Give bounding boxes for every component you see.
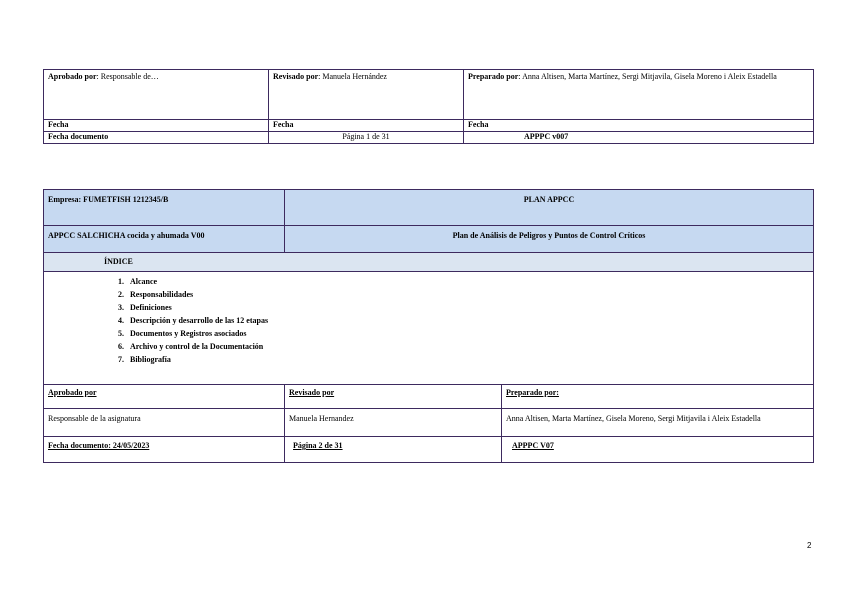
approved-label: Aprobado por xyxy=(48,72,97,81)
page-indicator: Página 1 de 31 xyxy=(342,132,390,141)
index-title: ÍNDICE xyxy=(104,257,133,266)
reviewed-value: Manuela Hernandez xyxy=(289,414,354,423)
reviewed-value: : Manuela Hernández xyxy=(318,72,387,81)
doc-date: Fecha documento: 24/05/2023 xyxy=(48,441,150,450)
index-item: 7. Bibliografía xyxy=(126,353,809,366)
doc-code: APPPC v007 xyxy=(524,132,569,141)
index-item: 2. Responsabilidades xyxy=(126,288,809,301)
date-label: Fecha xyxy=(273,120,294,129)
index-item: 4. Descripción y desarrollo de las 12 etapas xyxy=(126,314,809,327)
plan-title: PLAN APPCC xyxy=(523,195,575,204)
approval-header-table xyxy=(43,69,814,144)
date-label: Fecha xyxy=(468,120,489,129)
prepared-label: Preparado por: xyxy=(506,388,559,397)
reviewed-label: Revisado por xyxy=(273,72,319,81)
doc-date-label: Fecha documento xyxy=(48,132,109,141)
appcc-plan-table xyxy=(43,189,814,463)
reviewed-cell xyxy=(269,70,464,120)
prepared-value: Anna Altisen, Marta Martínez, Gisela Moreno, Sergi Mitjavila i Aleix Estadella xyxy=(506,414,761,423)
page-number: 2 xyxy=(807,541,812,550)
date-label: Fecha xyxy=(48,120,69,129)
approved-cell xyxy=(44,70,269,120)
index-item: 1. Alcance xyxy=(126,275,809,288)
prepared-label: Preparado por xyxy=(468,72,519,81)
page-indicator: Página 2 de 31 xyxy=(293,441,343,450)
prepared-value: : Anna Altisen, Marta Martínez, Sergi Mitjavila, Gisela Moreno i Aleix Estadella xyxy=(518,72,777,81)
prepared-cell xyxy=(464,70,814,120)
approved-value: Responsable de la asignatura xyxy=(48,414,141,423)
index-item: 6. Archivo y control de la Documentación xyxy=(126,340,809,353)
product-name: APPCC SALCHICHA cocida y ahumada V00 xyxy=(48,231,205,240)
plan-full-title: Plan de Análisis de Peligros y Puntos de Control Críticos xyxy=(452,231,646,240)
company-name: Empresa: FUMETFISH 1212345/B xyxy=(48,195,169,204)
doc-code: APPPC V07 xyxy=(512,441,554,450)
index-item: 5. Documentos y Registros asociados xyxy=(126,327,809,340)
index-item: 3. Definiciones xyxy=(126,301,809,314)
reviewed-label: Revisado por xyxy=(289,388,335,397)
index-list xyxy=(48,275,809,366)
approved-label: Aprobado por xyxy=(48,388,97,397)
approved-value: : Responsable de… xyxy=(96,72,159,81)
